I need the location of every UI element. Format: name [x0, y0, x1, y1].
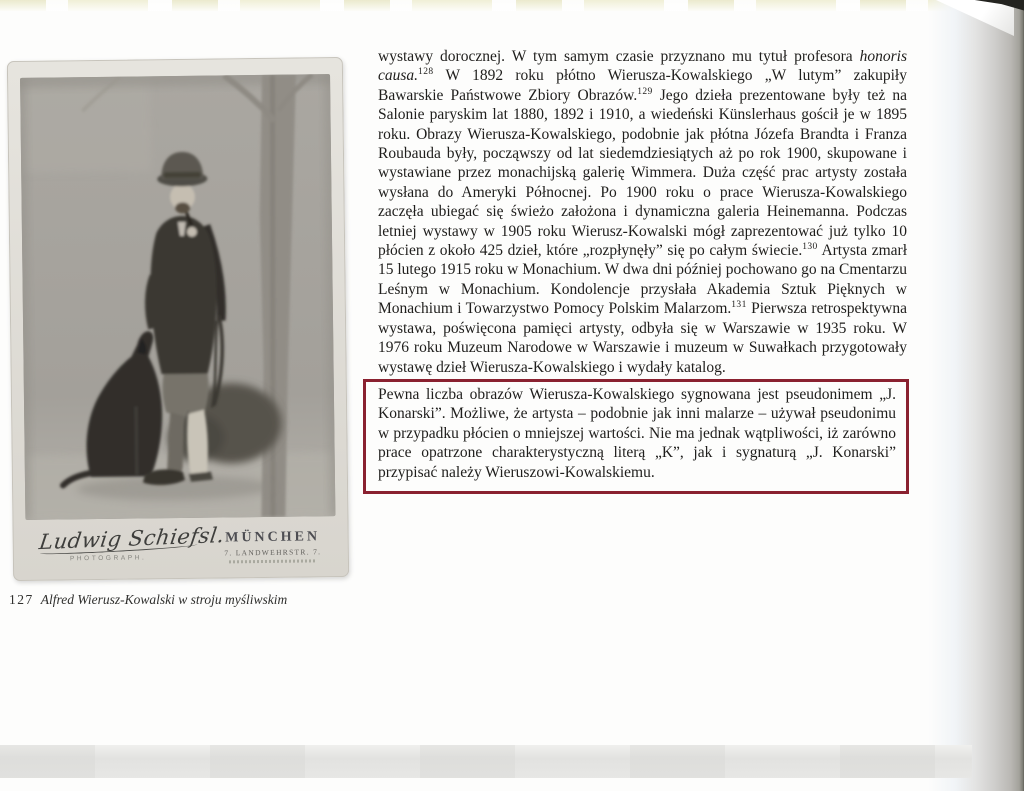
portrait-photo	[20, 74, 335, 520]
highlighted-paragraph: Pewna liczba obrazów Wierusza-Kowalskiego sygnowana jest pseudonimem „J. Konarski”. Możliwe, że artysta – podobnie jak inni malarze – używał pseudonimu w przypadku płócien o mniejszej wartości. Nie ma jednak wątpliwości, iż zarówno prace opatrzone charakterystyczną literą „K”, jak i sygnaturą „J. Konarski” przypisać należy Wieruszowi-Kowalskiemu.	[378, 385, 896, 481]
body-seg-1: wystawy dorocznej. W tym samym czasie przyznano mu tytuł profesora	[378, 48, 860, 65]
scan-bottom-band	[0, 745, 972, 778]
body-seg-2: W 1892 roku płótno Wierusza-Kowalskiego „W lutym” zakupiły Bawarskie Państwowe Zbiory Obrazów.	[378, 67, 907, 104]
body-paragraph	[378, 47, 907, 377]
figure-caption-text: Alfred Wierusz-Kowalski w stroju myśliwskim	[40, 592, 288, 607]
studio-city: MÜNCHEN	[225, 529, 321, 546]
portrait-photo-svg	[20, 74, 335, 520]
cabinet-card-photo	[7, 57, 349, 581]
body-seg-3: Jego dzieła prezentowane były też na Salonie paryskim lat 1880, 1892 i 1910, a wiedeński Künslerhaus gościł je w 1895 roku. Obrazy Wierusza-Kowalskiego, podobnie jak płótna Józefa Brandta i Franza Roubauda były, począwszy od lat siedemdziesiątych aż po rok 1900, skupowane i wystawiane przez monachijską galerię Wimmera. Duża część prac artysty została wysłana do Ameryki Północnej. Po 1900 roku o prace Wierusza-Kowalskiego zaczęła ubiegać się świeżo założona i dynamiczna galeria Heinemanna. Podczas letniej wystawy w 1905 roku Wierusz-Kowalski mógł zaprezentować już tylko 10 płócien z około 425 dzieł, które „rozpłynęły” się po całym świecie.	[378, 86, 907, 260]
highlighted-passage-box	[363, 379, 909, 494]
studio-imprint-left	[26, 523, 225, 562]
footnote-ref-129: 129	[637, 86, 653, 97]
footnote-ref-128: 128	[418, 67, 434, 78]
photographer-signature: Ludwig Schiefsl.	[37, 523, 227, 555]
light-boot	[187, 410, 208, 476]
studio-fine-print	[229, 559, 317, 563]
body-seg-5: Pierwsza retrospektywna wystawa, poświęcona pamięci artysty, odbyła się w Warszawie w 1935 roku. W 1976 roku Muzeum Narodowe w Warszawie i muzeum w Suwałkach przygotowały wystawę dzieł Wierusza-Kowalskiego i wydały katalog.	[378, 300, 907, 376]
footnote-ref-130: 130	[802, 241, 818, 252]
body-italic-1: honoris causa.	[378, 48, 907, 85]
studio-imprint	[26, 522, 337, 574]
figure-number: 127	[9, 592, 34, 607]
scan-top-text-remnants	[0, 0, 968, 11]
body-seg-4: Artysta zmarł 15 lutego 1915 roku w Monachium. W dwa dni później pochowano go na Cmentarzu Leśnym w Monachium. Kondolencje przysłała Akademia Sztuk Pięknych w Monachium i Towarzystwo Pomocy Polskim Malarzom.	[378, 242, 907, 318]
photographer-title: PHOTOGRAPH.	[69, 554, 147, 563]
text-column	[378, 47, 907, 494]
figure-caption	[9, 592, 287, 608]
footnote-ref-131: 131	[731, 300, 747, 311]
studio-imprint-right	[224, 522, 337, 563]
studio-address: 7. LANDWEHRSTR. 7.	[224, 547, 322, 558]
book-page-edge	[928, 0, 1024, 791]
